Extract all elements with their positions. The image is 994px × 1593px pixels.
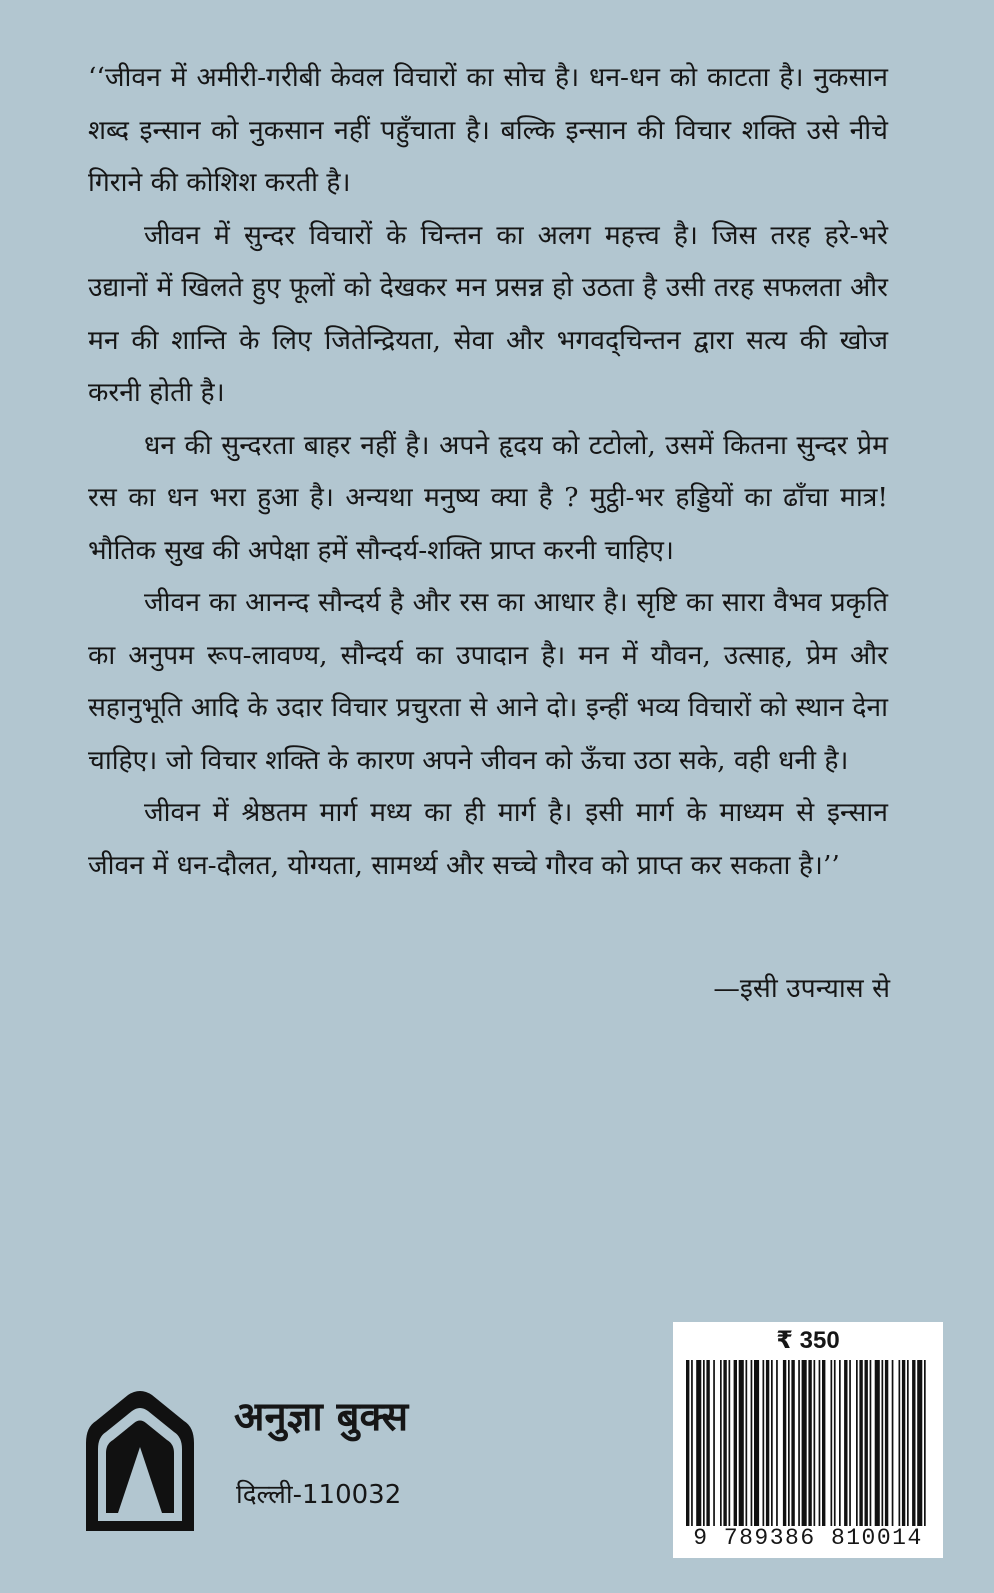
barcode-icon bbox=[684, 1360, 932, 1526]
blurb-text bbox=[88, 52, 888, 892]
publisher-block bbox=[70, 1385, 490, 1555]
publisher-name: अनुज्ञा बुक्स bbox=[234, 1394, 409, 1440]
blurb-attribution: —इसी उपन्यास से bbox=[713, 973, 890, 1004]
triangle-a-logo-icon bbox=[70, 1385, 210, 1535]
blurb-paragraph-3: धन की सुन्दरता बाहर नहीं है। अपने हृदय को टटोलो, उसमें कितना सुन्दर प्रेम रस का धन भरा हुआ है। अन्यथा मनुष्य क्या है ? मुट्ठी-भर हड्डियों का ढाँचा मात्र! भौतिक सुख की अपेक्षा हमें सौन्दर्य-शक्ति प्राप्त करनी चाहिए। bbox=[88, 429, 888, 566]
blurb-paragraph-5: जीवन में श्रेष्ठतम मार्ग मध्य का ही मार्ग है। इसी मार्ग के माध्यम से इन्सान जीवन में धन-दौलत, योग्यता, सामर्थ्य और सच्चे गौरव को प्राप्त कर सकता है।’’ bbox=[88, 797, 888, 881]
barcode-box bbox=[673, 1322, 943, 1558]
publisher-address: दिल्ली-110032 bbox=[236, 1480, 402, 1510]
blurb-paragraph-1: ‘‘जीवन में अमीरी-गरीबी केवल विचारों का सोच है। धन-धन को काटता है। नुकसान शब्द इन्सान को नुकसान नहीं पहुँचाता है। बल्कि इन्सान की विचार शक्ति उसे नीचे गिराने की कोशिश करती है। bbox=[88, 62, 888, 198]
price-label: ₹ 350 bbox=[776, 1327, 840, 1354]
blurb-paragraph-2: जीवन में सुन्दर विचारों के चिन्तन का अलग महत्त्व है। जिस तरह हरे-भरे उद्यानों में खिलते हुए फूलों को देखकर मन प्रसन्न हो उठता है उसी तरह सफलता और मन की शान्ति के लिए जितेन्द्रियता, सेवा और भगवद्चिन्तन द्वारा सत्य की खोज करनी होती है। bbox=[88, 219, 888, 408]
blurb-paragraph-4: जीवन का आनन्द सौन्दर्य है और रस का आधार है। सृष्टि का सारा वैभव प्रकृति का अनुपम रूप-लावण्य, सौन्दर्य का उपादान है। मन में यौवन, उत्साह, प्रेम और सहानुभूति आदि के उदार विचार प्रचुरता से आने दो। इन्हीं भव्य विचारों को स्थान देना चाहिए। जो विचार शक्ति के कारण अपने जीवन को ऊँचा उठा सके, वही धनी है। bbox=[88, 587, 888, 776]
isbn-number: 9 789386 810014 bbox=[693, 1525, 923, 1551]
